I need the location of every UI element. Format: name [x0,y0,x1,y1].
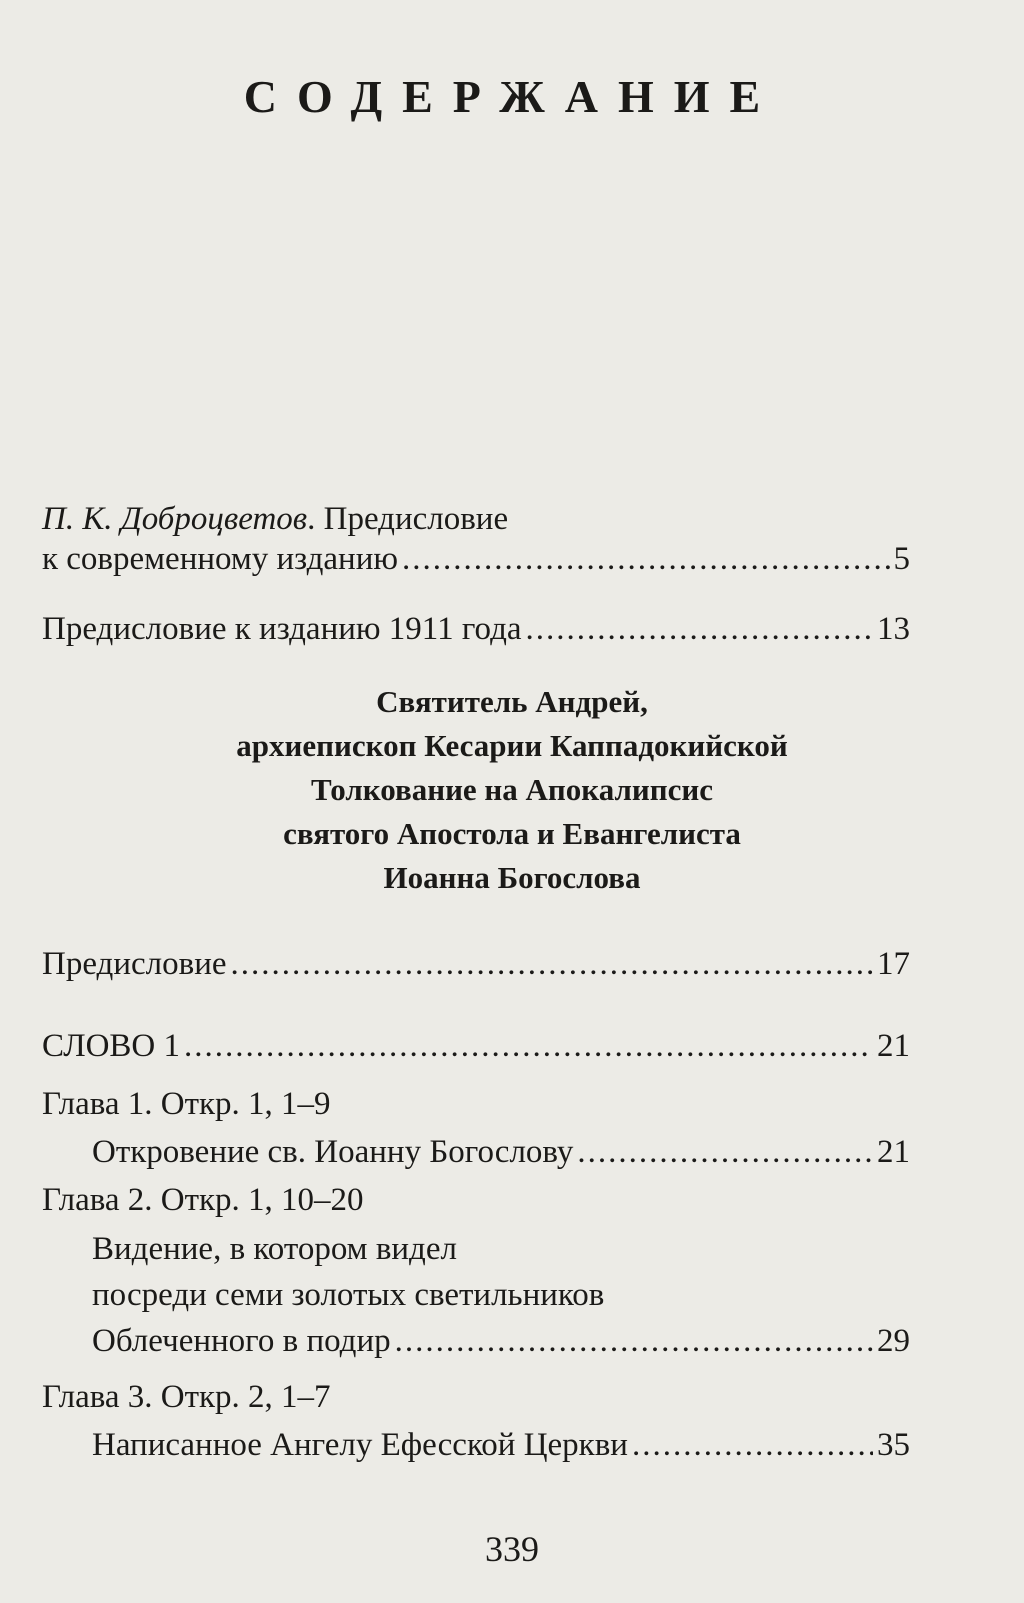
toc-subentry-chapter-2-line2: посреди семи золотых светильников [92,1277,605,1313]
page-number: 35 [877,1427,910,1463]
page-title: СОДЕРЖАНИЕ [243,71,781,122]
toc-entry-chapter-2: Глава 2. Откр. 1, 10–20 [42,1182,364,1218]
section-heading-line-2: архиепископ Кесарии Каппадокийской [236,728,788,763]
entry-label: Облеченного в подир [92,1323,391,1359]
entry-label: СЛОВО 1 [42,1028,180,1064]
page-number: 13 [877,611,910,647]
entry-label: . Предисловие [307,501,509,537]
toc-entry-preface-modern-line2 [42,540,910,578]
page-folio: 339 [485,1529,539,1569]
leader-dots [577,1133,873,1171]
page-number: 21 [877,1134,910,1170]
author-name: П. К. Доброцветов [42,501,308,537]
toc-subentry-chapter-2-line3 [92,1322,910,1360]
leader-dots [632,1426,873,1464]
page-number: 17 [877,946,910,982]
section-heading-line-1: Святитель Андрей, [376,684,648,719]
toc-subentry-chapter-2-line1: Видение, в котором видел [92,1231,457,1267]
toc-entry-preface [42,945,910,983]
page-number: 5 [893,541,910,577]
page-number: 29 [877,1323,910,1359]
entry-label: к современному изданию [42,541,399,577]
toc-subentry-chapter-1 [92,1133,910,1171]
leader-dots [395,1322,873,1360]
entry-label: Написанное Ангелу Ефесской Церкви [92,1427,628,1463]
section-heading-line-5: Иоанна Богослова [383,860,641,895]
section-heading-line-4: святого Апостола и Евангелиста [283,816,741,851]
leader-dots [231,945,874,983]
toc-entry-preface-1911 [42,610,910,648]
toc-entry-preface-modern-line1 [42,500,910,538]
leader-dots [184,1027,873,1065]
entry-label: Откровение св. Иоанну Богослову [92,1134,574,1170]
toc-entry-chapter-3: Глава 3. Откр. 2, 1–7 [42,1379,331,1415]
toc-entry-slovo-1 [42,1027,910,1065]
toc-entry-chapter-1: Глава 1. Откр. 1, 1–9 [42,1086,331,1122]
section-heading-line-3: Толкование на Апокалипсис [311,772,713,807]
page-number: 21 [877,1028,910,1064]
toc-subentry-chapter-3 [92,1426,910,1464]
leader-dots [526,610,873,648]
entry-label: Предисловие [42,946,227,982]
entry-label: Предисловие к изданию 1911 года [42,611,522,647]
leader-dots [402,540,889,578]
